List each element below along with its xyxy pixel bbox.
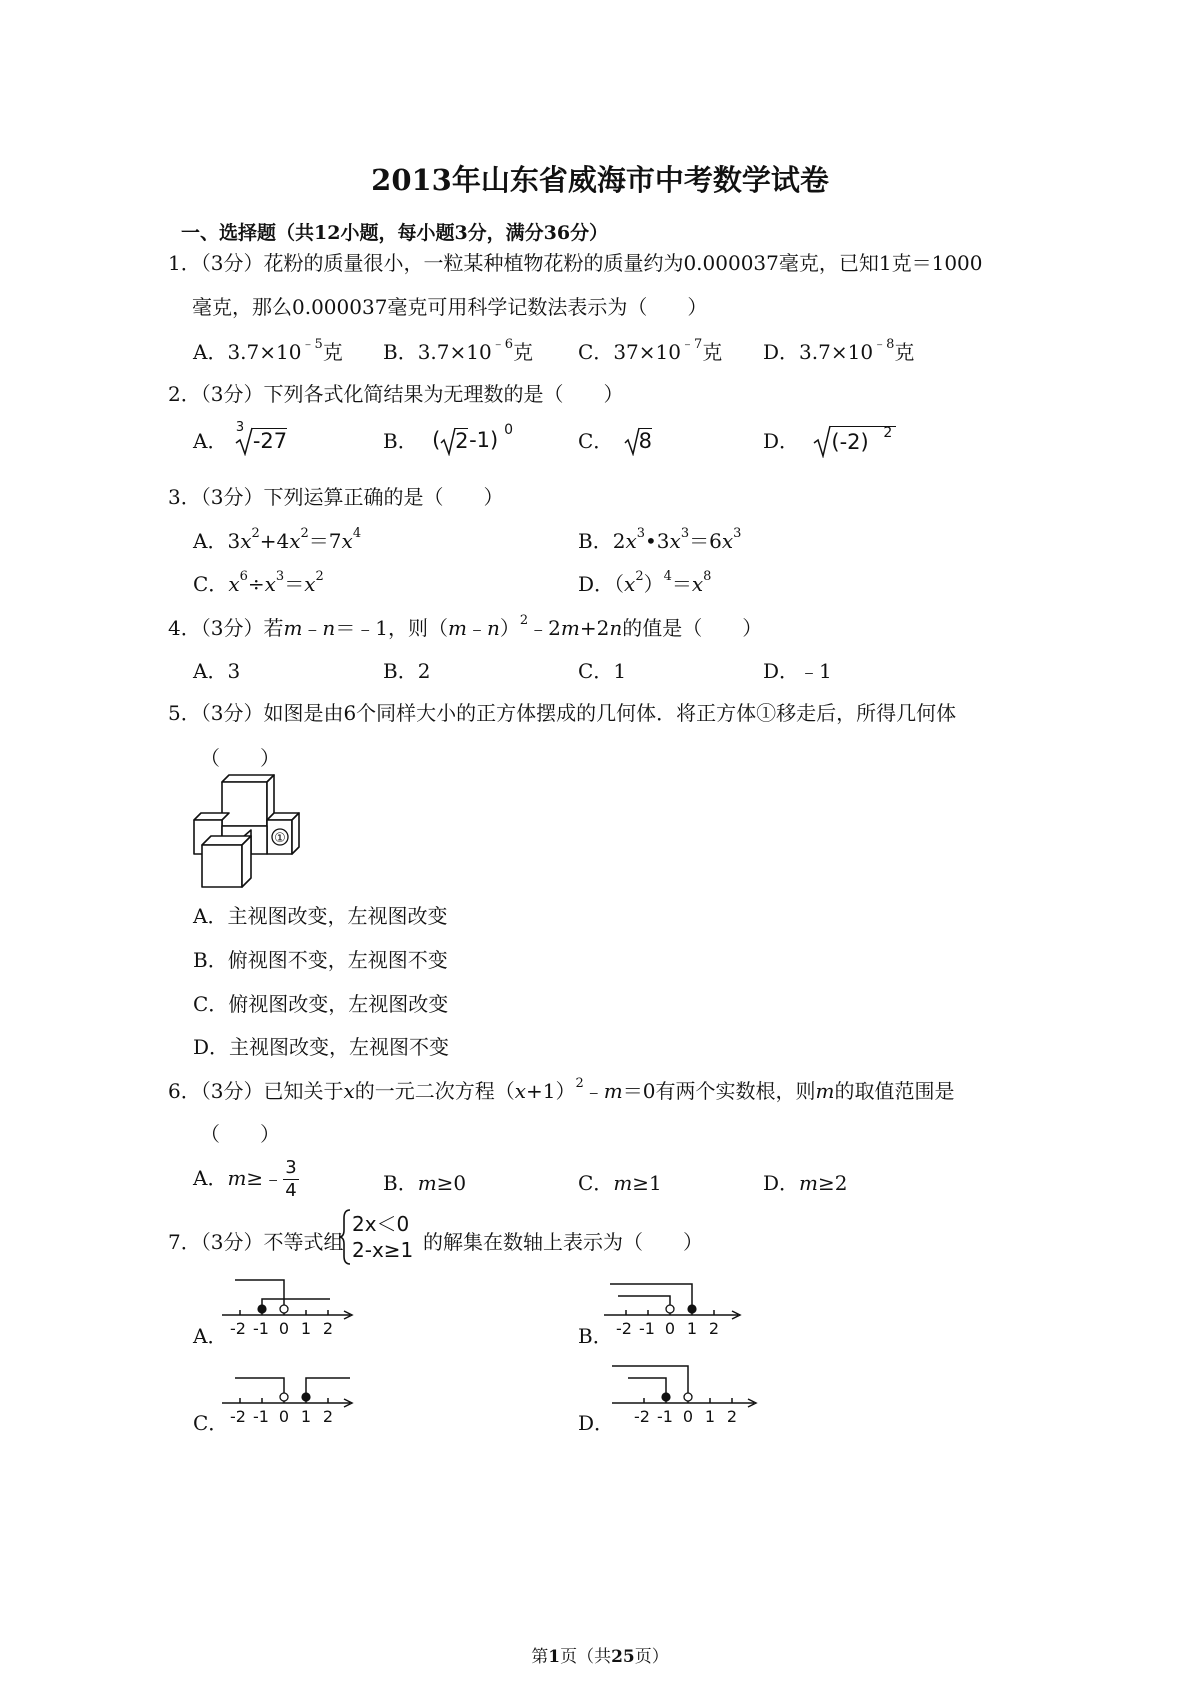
expr-part: ＝7 <box>308 529 342 553</box>
option-unit: 克 <box>513 340 533 364</box>
q5-stem-line2: （ ） <box>200 746 280 770</box>
footer-text: 页） <box>634 1647 669 1667</box>
expr-exp: 2 <box>315 569 324 584</box>
var-m: m <box>603 1079 623 1103</box>
radicand: (-2) <box>831 430 869 454</box>
tick-label: -1 <box>657 1407 673 1426</box>
option-relation: ≥2 <box>818 1171 848 1195</box>
tick-label: 2 <box>708 1319 720 1338</box>
option-label: B． <box>383 340 418 364</box>
expr-part: ＝ <box>671 572 692 596</box>
var-m: m <box>283 616 303 640</box>
stem-text: ﹣ <box>302 616 323 640</box>
option-relation: ≥0 <box>436 1171 467 1195</box>
expr-exp: 6 <box>239 569 248 584</box>
q6-stem <box>168 1075 954 1104</box>
root-index: 3 <box>235 420 245 435</box>
expr-exp: 2 <box>251 526 260 541</box>
tick-label: -1 <box>253 1319 269 1338</box>
radical-sign-icon <box>440 426 456 456</box>
q1-option-b[interactable] <box>383 336 533 365</box>
q6-stem-line2: （ ） <box>200 1122 280 1146</box>
expr-var: x <box>240 529 252 553</box>
option-label: D． <box>763 429 800 453</box>
option-label: A． <box>193 1166 228 1190</box>
expr-var: x <box>264 572 276 596</box>
stem-text: ﹣ <box>467 616 488 640</box>
q4-option-a[interactable] <box>193 655 240 684</box>
stem-text: ﹣ <box>583 1079 604 1103</box>
sqrt-expression <box>620 426 660 456</box>
option-label: D． <box>578 572 615 596</box>
var-n: n <box>609 616 623 640</box>
radical-sign-icon <box>813 424 831 458</box>
stem-text: 的取值范围是 <box>834 1079 955 1103</box>
figure-label: ① <box>274 831 286 846</box>
open-paren: ( <box>432 428 441 452</box>
q5-option-d[interactable]: D．主视图改变，左视图不变 <box>193 1035 450 1059</box>
var-x: x <box>343 1079 355 1103</box>
tick-label: -2 <box>634 1407 650 1426</box>
denominator: 4 <box>285 1180 297 1201</box>
expr-part: ÷ <box>247 572 265 596</box>
expr-part: ） <box>643 572 664 596</box>
option-label: A． <box>193 429 228 453</box>
q7-option-c[interactable]: C． <box>193 1411 229 1435</box>
var-m: m <box>227 1166 247 1190</box>
q4-stem <box>168 612 762 641</box>
option-exponent: ﹣8 <box>873 337 895 352</box>
var-m: m <box>815 1079 835 1103</box>
q7-option-a[interactable]: A． <box>193 1324 228 1348</box>
tick-label: 1 <box>300 1319 312 1338</box>
var-x: x <box>514 1079 527 1103</box>
q6-option-a[interactable] <box>193 1157 299 1202</box>
option-label: C． <box>578 429 614 453</box>
expr-exp: 2 <box>300 526 309 541</box>
q5-option-c[interactable]: C．俯视图改变，左视图改变 <box>193 992 449 1016</box>
q7-option-d[interactable]: D． <box>578 1411 615 1435</box>
option-label: B． <box>383 429 418 453</box>
expr-exp: 4 <box>352 526 362 541</box>
q3-option-d[interactable] <box>578 568 711 597</box>
option-value: ﹣1 <box>799 659 832 683</box>
option-unit: 克 <box>702 340 723 364</box>
stem-text: ＝0有两个实数根，则 <box>622 1079 816 1103</box>
radicand: 8 <box>638 429 653 453</box>
stem-text: +2 <box>579 616 610 640</box>
var-m: m <box>560 616 580 640</box>
q5-option-a[interactable]: A．主视图改变，左视图改变 <box>193 904 448 928</box>
option-label: D． <box>763 340 800 364</box>
option-label: B． <box>383 659 418 683</box>
q2-stem: 2．（3分）下列各式化简结果为无理数的是（ ） <box>168 382 624 406</box>
q2-option-c[interactable] <box>578 425 660 456</box>
tick-label: 0 <box>664 1319 676 1338</box>
expr-var: x <box>624 572 636 596</box>
section-heading: 一、选择题（共12小题，每小题3分，满分36分） <box>181 222 609 244</box>
expr-exp: 3 <box>636 526 645 541</box>
q3-stem: 3．（3分）下列运算正确的是（ ） <box>168 485 504 509</box>
option-label: B． <box>578 529 613 553</box>
option-label: C． <box>578 340 614 364</box>
option-value: 1 <box>613 659 627 683</box>
radical-sign-icon <box>234 426 254 456</box>
q7-stem-post: 的解集在数轴上表示为（ ） <box>423 1230 703 1254</box>
footer-text: 页（共 <box>560 1647 612 1667</box>
brace-icon <box>338 1208 352 1266</box>
option-relation: ≥1 <box>632 1171 662 1195</box>
q3-option-a[interactable] <box>193 525 361 554</box>
stem-text: 的值是（ ） <box>622 616 763 640</box>
option-label: D． <box>763 659 800 683</box>
q5-stem-line1: 5．（3分）如图是由6个同样大小的正方体摆成的几何体．将正方体①移走后，所得几何体 <box>168 701 957 725</box>
tick-label: 1 <box>704 1407 716 1426</box>
q7-stem-pre: 7．（3分）不等式组 <box>168 1230 344 1254</box>
expr-part: 2 <box>612 529 626 553</box>
expr-var: x <box>691 572 704 596</box>
option-relation: ≥﹣ <box>246 1166 284 1190</box>
inequality-1: 2x＜0 <box>352 1212 410 1236</box>
cube-root-expression <box>234 420 296 456</box>
radical-sign-icon <box>624 426 640 456</box>
var-n: n <box>322 616 336 640</box>
expr-part: +4 <box>259 529 290 553</box>
cube-stack-figure <box>188 772 308 892</box>
var-m: m <box>448 616 468 640</box>
tick-label: -1 <box>639 1319 655 1338</box>
option-unit: 克 <box>322 340 343 364</box>
option-base: 3.7×10 <box>227 340 302 364</box>
page-footer <box>0 1642 1200 1667</box>
q7-number-line-c <box>220 1360 370 1430</box>
expr-exp: 3 <box>733 526 742 541</box>
option-label: C． <box>193 572 229 596</box>
option-unit: 克 <box>894 340 915 364</box>
q7-option-b[interactable]: B． <box>578 1324 613 1348</box>
option-base: 3.7×10 <box>417 340 492 364</box>
exponent: 2 <box>519 613 529 628</box>
option-label: C． <box>578 1171 614 1195</box>
var-m: m <box>417 1171 437 1195</box>
option-base: 3.7×10 <box>799 340 874 364</box>
var-m: m <box>613 1171 633 1195</box>
fraction <box>283 1157 298 1202</box>
radicand: 2 <box>455 429 469 453</box>
q7-number-line-a <box>220 1272 370 1342</box>
tick-label: -1 <box>253 1407 269 1426</box>
q4-option-d[interactable] <box>763 655 832 684</box>
q1-stem-line2: 毫克，那么0.000037毫克可用科学记数法表示为（ ） <box>192 295 708 319</box>
tick-label: -2 <box>230 1407 246 1426</box>
power-expression <box>424 422 524 456</box>
numerator: 3 <box>285 1157 297 1178</box>
option-label: C． <box>578 659 614 683</box>
q3-option-c[interactable] <box>193 568 324 597</box>
expr-part: ＝6 <box>689 529 722 553</box>
q4-option-b[interactable] <box>383 655 430 684</box>
tick-label: 0 <box>278 1319 290 1338</box>
q4-option-c[interactable] <box>578 655 626 684</box>
stem-text: 6．（3分）已知关于 <box>168 1079 344 1103</box>
option-value: 2 <box>417 659 431 683</box>
expr-exp: 3 <box>680 526 690 541</box>
q2-option-a[interactable] <box>193 420 296 456</box>
expr-exp: 4 <box>663 569 672 584</box>
q1-option-c[interactable] <box>578 336 722 365</box>
stem-text: +1） <box>526 1079 576 1103</box>
exponent: 0 <box>504 422 513 438</box>
tick-label: 1 <box>686 1319 698 1338</box>
expr-var: x <box>289 529 301 553</box>
expr-part: •3 <box>645 529 670 553</box>
expr-part: （ <box>614 572 625 596</box>
inequality-2: 2-x≥1 <box>352 1238 414 1262</box>
tick-label: 2 <box>322 1407 334 1426</box>
stem-text: 4．（3分）若 <box>168 616 284 640</box>
radicand: -27 <box>252 429 288 453</box>
q2-option-b[interactable] <box>383 422 524 456</box>
option-label: A． <box>193 529 228 553</box>
option-label: D． <box>763 1171 800 1195</box>
q6-option-b[interactable] <box>383 1167 466 1196</box>
tick-label: 0 <box>682 1407 694 1426</box>
expr-exp: 3 <box>275 569 285 584</box>
expr-part: 3 <box>227 529 241 553</box>
sqrt-expression <box>805 426 905 456</box>
expr-var: x <box>228 572 240 596</box>
page-title: 2013年山东省威海市中考数学试卷 <box>371 163 829 197</box>
option-label: A． <box>193 659 228 683</box>
expr-var: x <box>341 529 353 553</box>
tick-label: 2 <box>726 1407 738 1426</box>
var-n: n <box>487 616 500 640</box>
q1-option-d[interactable] <box>763 336 914 365</box>
option-exponent: ﹣5 <box>301 337 323 352</box>
option-label: A． <box>193 340 228 364</box>
option-exponent: ﹣7 <box>680 337 703 352</box>
tick-label: 0 <box>278 1407 290 1426</box>
paren-rest: -1) <box>469 428 499 452</box>
option-value: 3 <box>227 659 241 683</box>
q6-option-d[interactable] <box>763 1167 848 1196</box>
tick-label: 1 <box>300 1407 312 1426</box>
footer-text: 第 <box>531 1647 549 1667</box>
exponent: 2 <box>883 425 893 441</box>
q5-option-b[interactable]: B．俯视图不变，左视图不变 <box>193 948 448 972</box>
expr-var: x <box>721 529 734 553</box>
stem-text: ＝﹣1，则（ <box>335 616 449 640</box>
tick-label: 2 <box>322 1319 334 1338</box>
expr-var: x <box>304 572 316 596</box>
tick-label: -2 <box>230 1319 246 1338</box>
option-label: B． <box>383 1171 418 1195</box>
stem-text: ） <box>499 616 520 640</box>
q7-number-line-b <box>600 1272 760 1342</box>
q1-option-a[interactable] <box>193 336 343 365</box>
var-m: m <box>799 1171 819 1195</box>
q7-number-line-d <box>608 1360 768 1430</box>
stem-text: ﹣2 <box>528 616 561 640</box>
q6-option-c[interactable] <box>578 1167 662 1196</box>
expr-exp: 8 <box>703 569 712 584</box>
q1-stem-line1: 1．（3分）花粉的质量很小，一粒某种植物花粉的质量约为0.000037毫克，已知1克＝1000 <box>168 251 983 275</box>
stem-text: 的一元二次方程（ <box>354 1079 515 1103</box>
tick-label: -2 <box>616 1319 632 1338</box>
q3-option-b[interactable] <box>578 525 741 554</box>
expr-exp: 2 <box>635 569 644 584</box>
option-base: 37×10 <box>613 340 681 364</box>
expr-part: ＝ <box>284 572 305 596</box>
page-number: 1 <box>548 1647 561 1667</box>
exponent: 2 <box>575 1076 584 1091</box>
expr-var: x <box>625 529 637 553</box>
option-exponent: ﹣6 <box>491 337 513 352</box>
expr-var: x <box>669 529 681 553</box>
q2-option-d[interactable] <box>763 425 905 456</box>
total-pages: 25 <box>611 1647 635 1667</box>
